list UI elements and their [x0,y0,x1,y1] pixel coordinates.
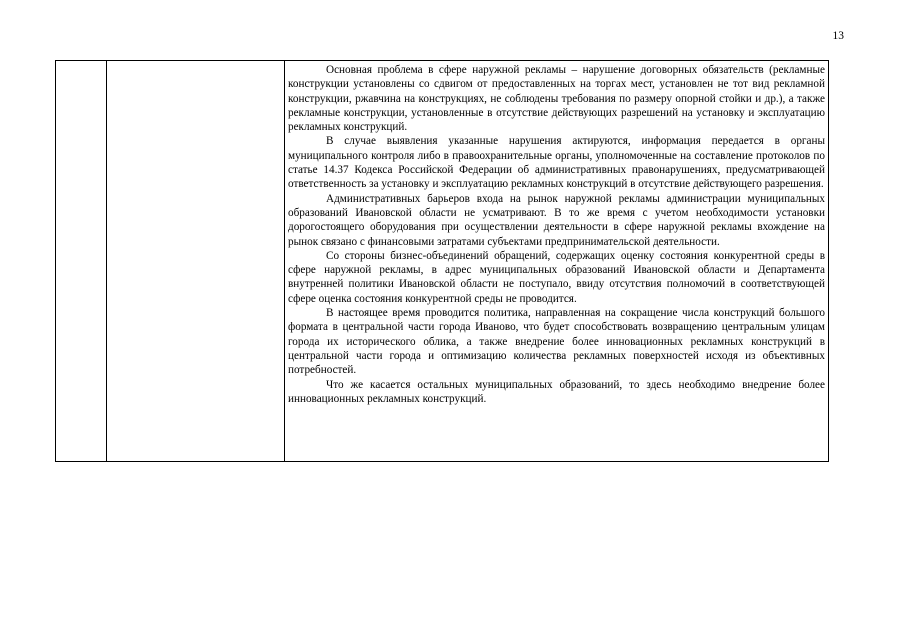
paragraph-business-associations: Со стороны бизнес-объединений обращений, содержащих оценку состояния конкурентной среды в сфере наружной рекламы, в адрес муниципальных образований Ивановской области и Департамента внутренней политики Ивановской области не поступало, ввиду отсутствия полномочий в соответствующей сфере оценка состояния конкурентной среды не проводится. [288,249,825,305]
paragraph-other-municipalities: Что же касается остальных муниципальных образований, то здесь необходимо внедрение более инновационных рекламных конструкций. [288,378,825,405]
paragraph-policy: В настоящее время проводится политика, направленная на сокращение числа конструкций большого формата в центральной части города Иваново, что будет способствовать возвращению центральным улицам города их исторического облика, а также внедрение более инновационных рекламных конструкций в центральной части города и оптимизацию количества рекламных поверхностей исходя из объективных потребностей. [288,307,825,377]
paragraph-barriers: Административных барьеров входа на рынок наружной рекламы администрации муниципальных образований Ивановской области не усматривают. В то же время с учетом необходимости установки дорогостоящего оборудования при осуществлении деятельности в сфере наружной рекламы вхождение на рынок связано с финансовыми затратами субъектами предпринимательской деятельности. [288,192,825,248]
table-cell-description [285,61,828,461]
page-number: 13 [832,30,844,42]
table-cell-number [56,61,107,461]
table-cell-title [107,61,285,461]
paragraph-main-problem: Основная проблема в сфере наружной рекламы – нарушение договорных обязательств (рекламные конструкции установлены со сдвигом от предоставленных на торгах мест, установлен не тот вид рекламной конструкции, ржавчина на конструкциях, не соблюдены требования по размеру опорной стойки и др.), а также рекламные конструкции, установленные в отсутствие действующих разрешений на установку и эксплуатацию рекламных конструкций. [288,64,825,134]
document-table [55,60,829,462]
paragraph-violations: В случае выявления указанные нарушения актируются, информация передается в органы муниципального контроля либо в правоохранительные органы, уполномоченные на составление протоколов по статье 14.37 Кодекса Российской Федерации об административных правонарушениях, предусматривающей ответственность за установку и эксплуатацию рекламных конструкций в отсутствие действующего разрешения. [288,135,825,191]
